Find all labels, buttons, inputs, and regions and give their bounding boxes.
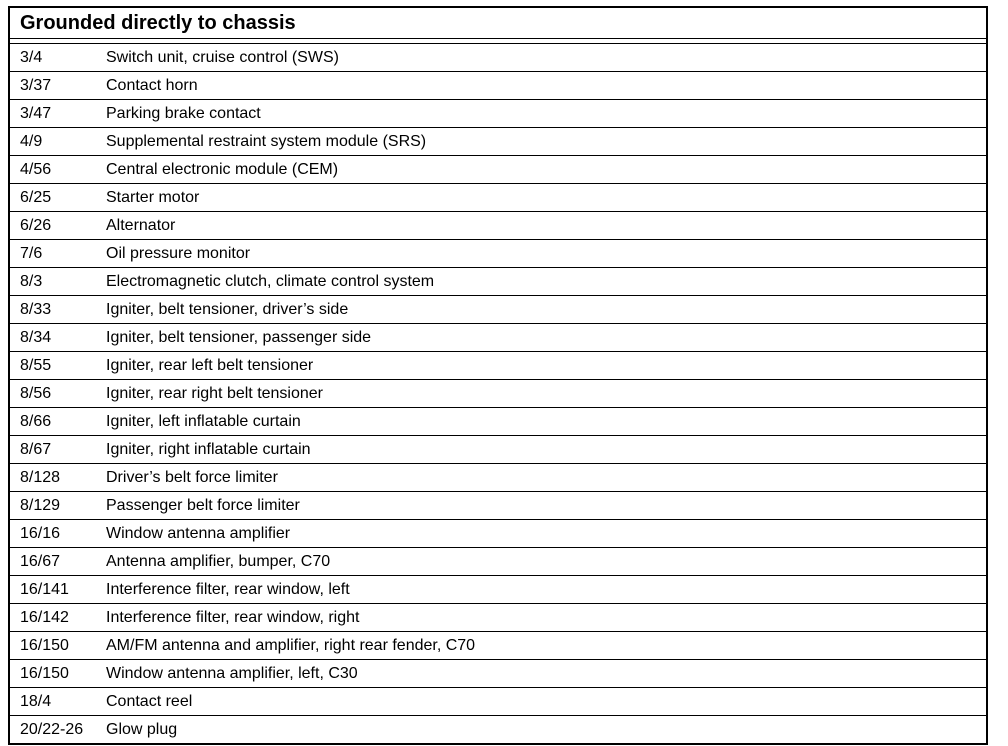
component-description: Contact reel: [106, 692, 193, 710]
component-description: Igniter, rear right belt tensioner: [106, 384, 324, 402]
table-row: [10, 155, 986, 183]
table-row: [10, 491, 986, 519]
component-description: Passenger belt force limiter: [106, 496, 300, 514]
component-code: 4/9: [20, 132, 43, 150]
component-description: Contact horn: [106, 76, 198, 94]
table-row: [10, 127, 986, 155]
component-description: Igniter, belt tensioner, driver’s side: [106, 300, 349, 318]
table-row: [10, 687, 986, 715]
table-row: [10, 631, 986, 659]
table-row: [10, 715, 986, 743]
component-code: 8/129: [20, 496, 61, 514]
component-code: 8/55: [20, 356, 52, 374]
component-description: Central electronic module (CEM): [106, 160, 339, 178]
component-description: Igniter, belt tensioner, passenger side: [106, 328, 372, 346]
table-row: [10, 211, 986, 239]
component-code: 4/56: [20, 160, 52, 178]
component-code: 8/33: [20, 300, 52, 318]
ground-points-table: [8, 6, 988, 745]
table-row: [10, 379, 986, 407]
component-description: Alternator: [106, 216, 176, 234]
component-code: 8/128: [20, 468, 61, 486]
component-code: 16/141: [20, 580, 69, 598]
component-code: 3/37: [20, 76, 52, 94]
table-row: [10, 295, 986, 323]
component-description: Parking brake contact: [106, 104, 261, 122]
table-body: [10, 44, 986, 743]
table-row: [10, 99, 986, 127]
component-description: Glow plug: [106, 720, 178, 738]
table-title: Grounded directly to chassis: [20, 12, 296, 34]
component-description: Interference filter, rear window, right: [106, 608, 360, 626]
component-code: 3/47: [20, 104, 52, 122]
component-description: Interference filter, rear window, left: [106, 580, 350, 598]
component-code: 16/16: [20, 524, 61, 542]
component-description: Starter motor: [106, 188, 200, 206]
component-description: Driver’s belt force limiter: [106, 468, 278, 486]
component-description: Igniter, left inflatable curtain: [106, 412, 301, 430]
table-row: [10, 547, 986, 575]
component-code: 16/142: [20, 608, 69, 626]
component-code: 6/25: [20, 188, 52, 206]
component-description: Antenna amplifier, bumper, C70: [106, 552, 331, 570]
table-row: [10, 435, 986, 463]
table-row: [10, 239, 986, 267]
component-description: Window antenna amplifier, left, C30: [106, 664, 358, 682]
component-description: Igniter, right inflatable curtain: [106, 440, 311, 458]
component-code: 8/67: [20, 440, 52, 458]
table-row: [10, 603, 986, 631]
component-description: Supplemental restraint system module (SRS): [106, 132, 427, 150]
component-code: 20/22-26: [20, 720, 84, 738]
component-description: Igniter, rear left belt tensioner: [106, 356, 314, 374]
table-row: [10, 351, 986, 379]
table-row: [10, 575, 986, 603]
component-code: 16/150: [20, 636, 69, 654]
component-code: 16/150: [20, 664, 69, 682]
component-description: AM/FM antenna and amplifier, right rear fender, C70: [106, 636, 476, 654]
table-row: [10, 407, 986, 435]
table-row: [10, 519, 986, 547]
table-row: [10, 659, 986, 687]
table-row: [10, 267, 986, 295]
component-code: 16/67: [20, 552, 61, 570]
component-description: Switch unit, cruise control (SWS): [106, 48, 339, 66]
component-code: 8/34: [20, 328, 52, 346]
table-row: [10, 44, 986, 71]
table-row: [10, 323, 986, 351]
component-description: Window antenna amplifier: [106, 524, 291, 542]
component-code: 18/4: [20, 692, 52, 710]
component-description: Electromagnetic clutch, climate control system: [106, 272, 435, 290]
table-row: [10, 183, 986, 211]
component-code: 8/66: [20, 412, 52, 430]
component-code: 6/26: [20, 216, 52, 234]
component-code: 7/6: [20, 244, 43, 262]
component-code: 8/56: [20, 384, 52, 402]
table-row: [10, 463, 986, 491]
component-code: 3/4: [20, 48, 43, 66]
component-code: 8/3: [20, 272, 43, 290]
component-description: Oil pressure monitor: [106, 244, 251, 262]
table-row: [10, 71, 986, 99]
